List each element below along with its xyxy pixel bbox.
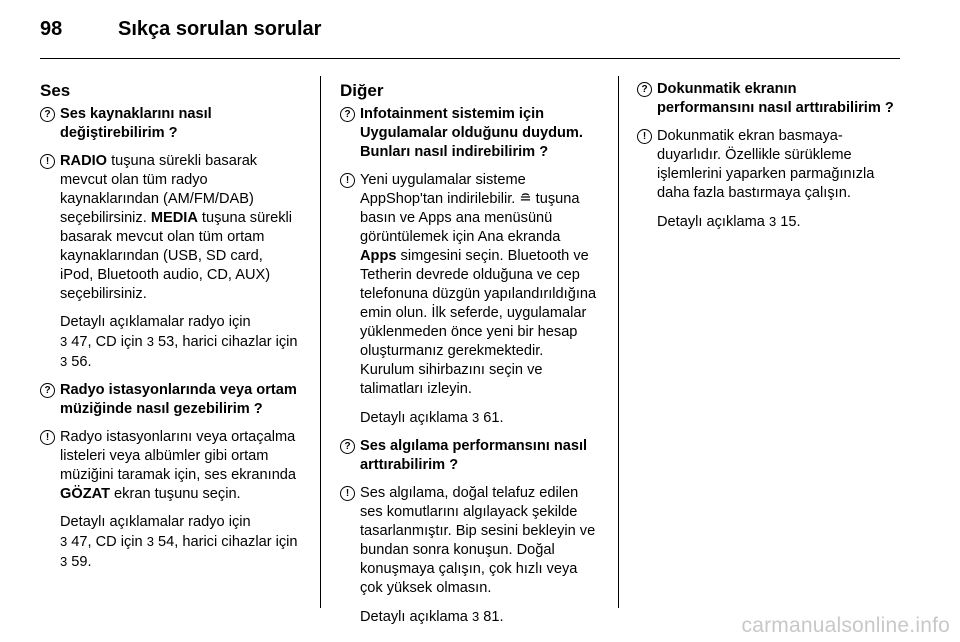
page-ref-icon: 3 <box>60 554 68 569</box>
answer-text: Yeni uygulamalar sisteme AppShop'tan indirilebilir. <box>360 172 526 207</box>
page-ref-icon: 3 <box>60 334 68 349</box>
column-dokunmatik <box>637 80 895 241</box>
section-title: Ses <box>40 81 71 100</box>
page-ref: 56. <box>67 354 92 370</box>
answer-text: tuşuna sürekli basarak mevcut olan tüm ortam kaynaklarından (USB, SD card, iPod, Bluetooth audio, CD, AUX) seçebilirsiniz. <box>60 210 292 302</box>
question-text: Dokunmatik ekranın performansını nasıl arttırabilirim ? <box>657 81 894 116</box>
page-ref: 47, CD için <box>67 334 147 350</box>
column-divider <box>320 76 321 608</box>
page-ref: 61. <box>479 410 504 426</box>
page-ref-icon: 3 <box>471 410 480 425</box>
question-text: Radyo istasyonlarında veya ortam müziğinde nasıl gezebilirim ? <box>60 382 297 417</box>
detail-text: Detaylı açıklama <box>360 609 468 625</box>
question-item <box>340 437 598 475</box>
answer-item <box>637 127 895 203</box>
question-text: Ses kaynaklarını nasıl değiştirebilirim ? <box>60 106 212 141</box>
button-name: GÖZAT <box>60 486 110 502</box>
question-icon: ? <box>40 107 55 122</box>
detail-text: Detaylı açıklama <box>657 214 765 230</box>
page-ref: 54, harici cihazlar için <box>153 534 298 550</box>
page-ref-icon: 3 <box>146 334 154 349</box>
answer-icon: ! <box>637 129 652 144</box>
question-item <box>340 105 598 162</box>
question-icon: ? <box>340 439 355 454</box>
answer-icon: ! <box>40 154 55 169</box>
button-name: MEDIA <box>150 210 198 226</box>
detail-reference <box>340 408 598 428</box>
question-text: Infotainment sistemim için Uygulamalar olduğunu duydum. Bunları nasıl indirebilirim ? <box>360 106 583 160</box>
page-ref: 81. <box>479 609 504 625</box>
page-ref-icon: 3 <box>146 534 154 549</box>
answer-icon: ! <box>40 430 55 445</box>
detail-reference <box>340 607 598 627</box>
answer-text: ekran tuşunu seçin. <box>110 486 241 502</box>
question-text: Ses algılama performansını nasıl arttırabilirim ? <box>360 438 588 473</box>
answer-item <box>340 484 598 598</box>
answer-text: simgesini seçin. Bluetooth ve Tetherin devrede olduğuna ve cep telefonuna düzgün yapılandırıldığına emin olun. İlk seferde, uygulamalar yüklenmeden önce yeni bir hesap oluşturmanız gerekmektedir. Kurulum sihirbazını seçin ve talimatları izleyin. <box>360 248 597 397</box>
answer-text: Dokunmatik ekran basmaya-duyarlıdır. Özellikle sürükleme işlemlerini yaparken parmağınızla daha fazla bastırmaya çalışın. <box>657 128 875 201</box>
answer-text: tuşuna basın ve Apps ana menüsünü görüntülemek için Ana ekranda <box>360 191 580 245</box>
header-divider <box>40 58 900 59</box>
answer-text: Radyo istasyonlarını veya ortaçalma listeleri veya albümler gibi ortam müziğini taramak için, ses ekranında <box>60 429 297 483</box>
page-ref: 47, CD için <box>67 534 147 550</box>
detail-text: Detaylı açıklama <box>360 410 468 426</box>
detail-reference <box>40 513 298 572</box>
page-ref-icon: 3 <box>60 534 68 549</box>
question-item <box>40 105 298 143</box>
answer-item <box>340 171 598 399</box>
detail-text: Detaylı açıklamalar radyo için <box>60 514 251 530</box>
home-icon: ≘ <box>519 191 532 207</box>
page-ref: 15. <box>776 214 801 230</box>
column-divider <box>618 76 619 608</box>
column-ses <box>40 80 298 581</box>
answer-icon: ! <box>340 486 355 501</box>
answer-icon: ! <box>340 173 355 188</box>
question-icon: ? <box>637 82 652 97</box>
button-name: Apps <box>360 248 397 264</box>
question-item <box>40 381 298 419</box>
question-icon: ? <box>340 107 355 122</box>
button-name: RADIO <box>60 153 108 169</box>
column-diger <box>340 80 598 636</box>
answer-item <box>40 152 298 304</box>
question-item <box>637 80 895 118</box>
page-ref: 59. <box>67 554 92 570</box>
page-ref-icon: 3 <box>471 609 480 624</box>
detail-text: Detaylı açıklamalar radyo için <box>60 314 251 330</box>
detail-reference <box>637 212 895 232</box>
page-ref-icon: 3 <box>60 354 68 369</box>
answer-text: Ses algılama, doğal telafuz edilen ses komutlarını algılayack şekilde tasarlanmıştır. Bip sesini bekleyin ve bundan sonra konuşun. Doğal konuşmaya çalışın, çok hızlı veya çok yüksek olmasın. <box>360 485 596 596</box>
question-icon: ? <box>40 383 55 398</box>
page-title: Sıkça sorulan sorular <box>118 18 322 40</box>
detail-reference <box>40 313 298 372</box>
section-title: Diğer <box>340 81 384 100</box>
answer-text: tuşuna sürekli basarak mevcut olan tüm radyo kaynaklarından (AM/FM/DAB) seçebilirsiniz. <box>60 153 258 226</box>
page-ref-icon: 3 <box>768 214 777 229</box>
watermark: carmanualsonline.info <box>741 614 950 637</box>
page-ref: 53, harici cihazlar için <box>153 334 298 350</box>
page-number: 98 <box>40 18 63 40</box>
answer-item <box>40 428 298 504</box>
page-header <box>40 18 321 48</box>
